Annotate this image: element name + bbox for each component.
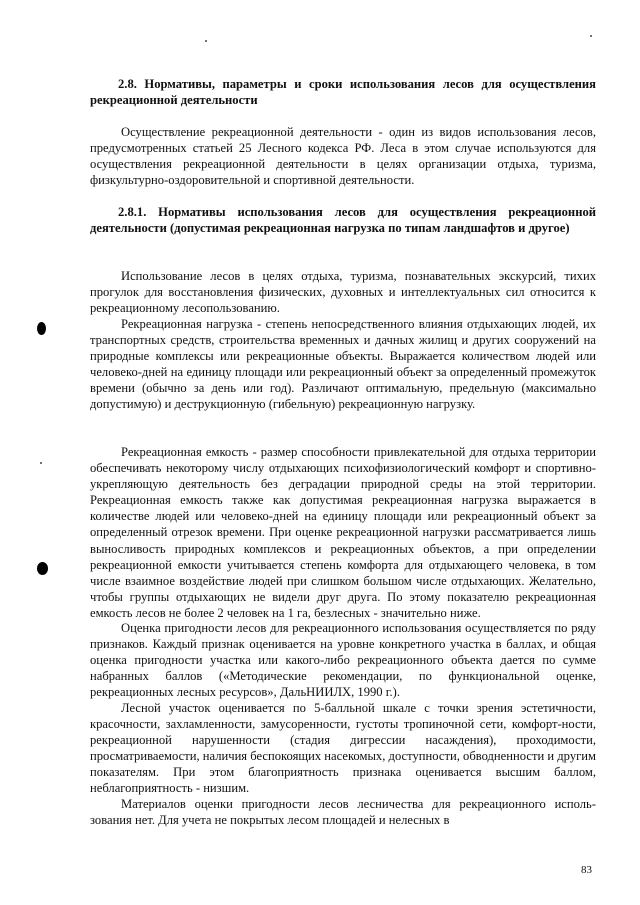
scan-punch-hole-bottom: [37, 562, 48, 575]
scan-speck: [205, 40, 207, 42]
paragraph-5: Лесной участок оценивается по 5-балльной шкале с точки зрения эстетичности, красочности, захламленности, замусоренности, густоты тропиночной сети, комфорт-ности, рекреационной нарушенности (стадия дигрессии насаждения), проходимости, просматриваемости, наличия беспокоящих насекомых, доступности, обводненности и другим показателям. При этом благоприятность признака оценивается высшим баллом, неблагоприятность - низшим.: [90, 701, 596, 796]
paragraph-6: Материалов оценки пригодности лесов лесничества для рекреационного исполь-зования нет. Для учета не покрытых лесом площадей и нелесных в: [90, 797, 596, 828]
page-number: 83: [581, 864, 592, 876]
paragraph-2: Рекреационная нагрузка - степень непосредственного влияния отдыхающих людей, их транспортных средств, строительства временных и дачных жилищ и других сооружений на природные комплексы или рекреационные объекты. Выражается количеством людей или человеко-дней на единицу площади или рекреационный объект за определенный промежуток времени (обычно за день или год). Различают оптимальную, предельную (максимально допустимую) и деструкционную (гибельную) рекреационную нагрузку.: [90, 317, 596, 412]
intro-paragraph: Осуществление рекреационной деятельности - один из видов использования лесов, предусмотренных статьей 25 Лесного кодекса РФ. Леса в этом случае используются для осуществления рекреационной деятельности в целях организации отдыха, туризма, физкультурно-оздоровительной и спортивной деятельности.: [90, 125, 596, 188]
scan-speck: [590, 35, 592, 37]
paragraph-1: Использование лесов в целях отдыха, туризма, познавательных экскурсий, тихих прогулок для восстановления физических, духовных и интеллектуальных сил относится к рекреационному лесопользованию.: [90, 269, 596, 316]
scan-speck: [40, 462, 42, 464]
subsection-heading: 2.8.1. Нормативы использования лесов для осуществления рекреационной деятельности (допустимая рекреационная нагрузка по типам ландшафтов и другое): [90, 205, 596, 236]
paragraph-4: Оценка пригодности лесов для рекреационного использования осуществляется по ряду признаков. Каждый признак оценивается на уровне конкретного участка в баллах, и общая оценка пригодности участка или какого-либо рекреационного объекта дается по сумме набранных баллов («Методические рекомендации, по функциональной оценке, рекреационных лесных ресурсов», ДальНИИЛХ, 1990 г.).: [90, 621, 596, 700]
section-heading: 2.8. Нормативы, параметры и сроки использования лесов для осуществления рекреационной деятельности: [90, 77, 596, 108]
scan-punch-hole-top: [37, 322, 46, 335]
paragraph-3: Рекреационная емкость - размер способности привлекательной для отдыха территории обеспечивать некоторому числу отдыхающих психофизиологический комфорт и спортивно-укрепляющую деятельность без деградации природной среды на этой территории. Рекреационная емкость также как допустимая рекреационная нагрузка выражается в количестве людей или человеко-дней на единицу площади или рекреационный объект за определенный отрезок времени. При оценке рекреационной нагрузки рассматривается лишь выносливость природных комплексов и рекреационных объектов, а при определении рекреационной емкости учитывается степень комфорта для отдыхающего человека, в том числе взаимное воздействие людей при слишком большом числе отдыхающих. Желательно, чтобы группы отдыхающих не видели друг друга. По этому показателю рекреационная емкость лесов не более 2 человек на 1 га, безлесных - значительно ниже.: [90, 445, 596, 620]
